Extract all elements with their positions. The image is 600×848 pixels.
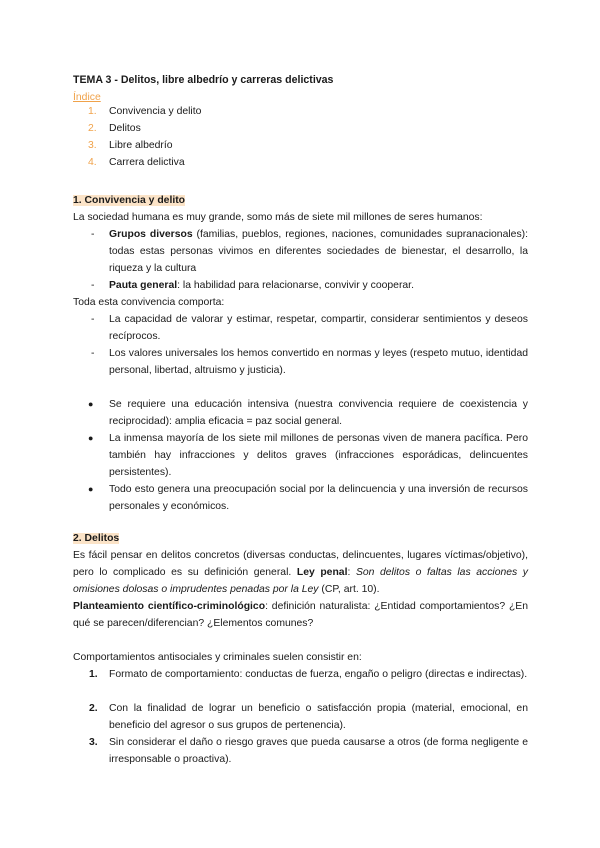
index-item-convivencia[interactable]: Convivencia y delito — [109, 106, 202, 117]
bullet-preocupacion: Todo esto genera una preocupación social por la delincuencia y una inversión de recursos personales y económicos. — [109, 484, 528, 512]
list-number: 2. — [89, 703, 98, 714]
index-number: 3. — [88, 140, 97, 151]
list-item-formato: Formato de comportamiento: conductas de fuerza, engaño o peligro (directas e indirectas). — [109, 669, 528, 680]
section-2-paragraph-1: Es fácil pensar en delitos concretos (diversas conductas, delincuentes, lugares víctimas/objetivo), pero lo complicado es su definición general. Ley penal: Son delitos o faltas las acciones y omisiones dolosas o imprudentes penadas por la Ley (CP, art. 10). — [73, 550, 528, 595]
list-item-finalidad: Con la finalidad de lograr un beneficio o satisfacción propia (material, emocional, en beneficio del agresor o sus grupos de pertenencia). — [109, 703, 528, 731]
section-1-heading: 1. Convivencia y delito — [73, 195, 186, 206]
section-1-intro-2: Toda esta convivencia comporta: — [73, 297, 225, 308]
dash-item-grupos: Grupos diversos (familias, pueblos, regiones, naciones, comunidades supranacionales): todas estas personas vivimos en diferentes sociedades de bienestar, el desarrollo, la riqueza y la cultura — [109, 229, 528, 274]
dash-item-capacidad: La capacidad de valorar y estimar, respetar, compartir, considerar sentimientos y deseos recíprocos. — [109, 314, 528, 342]
bullet-mayoria: La inmensa mayoría de los siete mil millones de personas viven de manera pacífica. Pero también hay infracciones y delitos graves (infracciones esporádicas, delincuentes persistentes). — [109, 433, 528, 478]
bullet-icon: ● — [88, 433, 94, 443]
dash-marker: - — [91, 280, 95, 291]
index-item-libre-albedrio[interactable]: Libre albedrío — [109, 140, 173, 151]
dash-marker: - — [91, 314, 95, 325]
section-2-paragraph-3: Comportamientos antisociales y criminales suelen consistir en: — [73, 652, 362, 663]
section-2-paragraph-2: Planteamiento científico-criminológico: definición naturalista: ¿Entidad comportamientos? ¿En qué se parecen/diferencian? ¿Elementos comunes? — [73, 601, 528, 629]
dash-marker: - — [91, 348, 95, 359]
index-number: 2. — [88, 123, 97, 134]
dash-item-pauta: Pauta general: la habilidad para relacionarse, convivir y cooperar. — [109, 280, 414, 291]
dash-item-valores: Los valores universales los hemos convertido en normas y leyes (respeto mutuo, identidad personal, libertad, altruismo y justicia). — [109, 348, 528, 376]
bullet-icon: ● — [88, 399, 94, 409]
index-item-carrera-delictiva[interactable]: Carrera delictiva — [109, 157, 185, 168]
section-2-heading: 2. Delitos — [73, 533, 120, 544]
index-number: 1. — [88, 106, 97, 117]
document-title: TEMA 3 - Delitos, libre albedrío y carreras delictivas — [73, 74, 334, 86]
dash-marker: - — [91, 229, 95, 240]
list-number: 3. — [89, 737, 98, 748]
section-1-intro: La sociedad humana es muy grande, somo más de siete mil millones de seres humanos: — [73, 212, 483, 223]
index-number: 4. — [88, 157, 97, 168]
list-number: 1. — [89, 669, 98, 680]
list-item-sin-considerar: Sin considerar el daño o riesgo graves que pueda causarse a otros (de forma negligente e irresponsable o proactiva). — [109, 737, 528, 765]
bullet-educacion: Se requiere una educación intensiva (nuestra convivencia requiere de coexistencia y reciprocidad): amplia eficacia = paz social general. — [109, 399, 528, 427]
index-heading[interactable]: Índice — [73, 92, 101, 103]
bullet-icon: ● — [88, 484, 94, 494]
index-item-delitos[interactable]: Delitos — [109, 123, 141, 134]
